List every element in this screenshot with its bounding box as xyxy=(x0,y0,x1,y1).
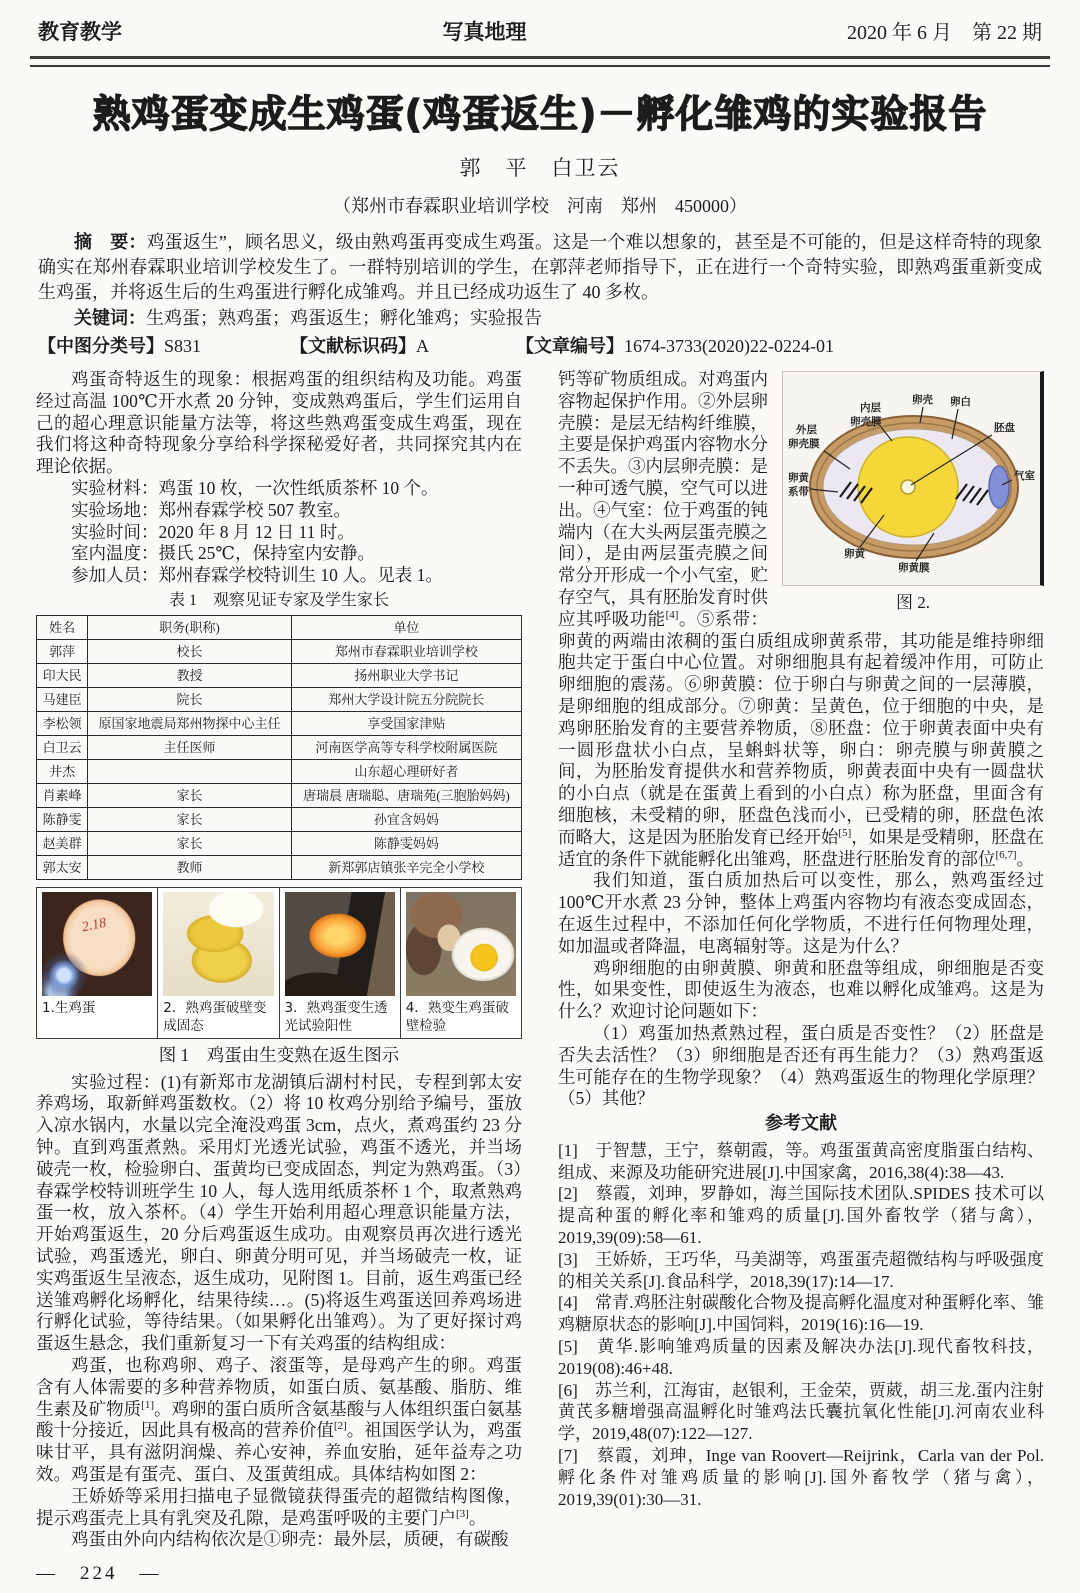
reference-item: [5] 黄华.影响雏鸡质量的因素及解决办法[J].现代畜牧科技，2019(08):46+48. xyxy=(558,1337,1044,1378)
abstract-paragraph xyxy=(38,230,1042,305)
keywords-text: 生鸡蛋；熟鸡蛋；鸡蛋返生；孵化雏鸡；实验报告 xyxy=(146,308,542,328)
left-column xyxy=(36,369,522,1585)
table-row: 马建臣 院长 郑州大学设计院五分院院长 xyxy=(37,687,522,711)
page-number: — 224 — xyxy=(36,1563,162,1585)
photo-candling-test xyxy=(285,892,395,996)
header-double-rule xyxy=(30,56,1050,67)
figure2-caption: 图 2. xyxy=(896,592,930,612)
table-row: 陈静雯 家长 孙宜含妈妈 xyxy=(37,807,522,831)
structure-list-start: 鸡蛋由外向内结构依次是①卵壳：最外层，质硬，有碳酸 xyxy=(71,1529,509,1550)
site-line: 实验场地：郑州春霖学校 507 教室。 xyxy=(71,499,351,520)
intro-paragraph: 鸡蛋奇特返生的现象：根据鸡蛋的组织结构及功能。鸡蛋经过高温 100℃开水煮 20 分钟，变成熟鸡蛋后，学生们运用自己的超心理意识能量方法等，将这些熟鸡蛋变成生鸡蛋，现在我们将这种奇特现象分享给科学探秘爱好者，共同探究其内在理论依据。 xyxy=(36,369,522,477)
reference-item: [3] 王娇娇，王巧华，马美湖等，鸡蛋蛋壳超微结构与呼吸强度的相关关系[J].食品科学，2018,39(17):14—17. xyxy=(558,1249,1044,1291)
document-code: 【文献标识码】A xyxy=(290,336,429,357)
figure1-photo-strip xyxy=(36,887,522,1039)
citation-mark: [4] xyxy=(665,608,679,621)
svg-text:卵壳膜: 卵壳膜 xyxy=(849,416,881,428)
label-chalaza: 卵黄 xyxy=(787,472,809,484)
citation-mark: [6,7] xyxy=(995,848,1017,861)
reference-item: [2] 蔡霞，刘珅，罗静如，海兰国际技术团队.SPIDES 技术可以提高种蛋的孵化率和雏鸡的质量[J].国外畜牧学（猪与禽），2019,39(09):58—61. xyxy=(558,1184,1044,1248)
materials-line: 实验材料：鸡蛋 10 枚，一次性纸质茶杯 10 个。 xyxy=(71,477,439,498)
abstract-text: 鸡蛋返生”，顾名思义，级由熟鸡蛋再变成生鸡蛋。这是一个难以想象的，甚至是不可能的，但是这样奇特的现象确实在郑州春霖职业培训学校发生了。一群特别培训的学生，在郭萍老师指导下，正在进行一个奇特实验，即熟鸡蛋重新变成生鸡蛋，并将返生后的生鸡蛋进行孵化成雏鸡。并且已经成功返生了 40 多枚。 xyxy=(38,232,1043,302)
egg-handwriting: 2.18 xyxy=(80,915,108,936)
time-line: 实验时间：2020 年 8 月 12 日 11 时。 xyxy=(71,521,355,542)
citation-mark: [2] xyxy=(333,1420,347,1433)
procedure-paragraph: 实验过程：(1)有新郑市龙湖镇后湖村村民，专程到郭太安养鸡场，取新鲜鸡蛋数枚。（2）将 10 枚鸡分别给予编号，蛋放入凉水锅内，水量以完全淹没鸡蛋 3cm，点火，煮鸡蛋约 23 分钟。直到鸡蛋煮熟。采用灯光透光试验，鸡蛋不透光，并当场破壳一枚，检验卵白、蛋黄均已变成固态，判定为熟鸡蛋。（3）春霖学校特训班学生 10 人，每人选用纸质茶杯 1 个，取煮熟鸡蛋一枚，放入茶杯。（4）学生开始利用超心理意识能量方法，开始鸡蛋返生，20 分后鸡蛋返生成功。由观察员再次进行透光试验，鸡蛋透光，卵白、卵黄分明可见，并当场破壳一枚，证实鸡蛋返生呈液态，返生成功，见附图 1。目前，返生鸡蛋已经送雏鸡孵化场孵化，结果待续…。(5)将返生鸡蛋送回养鸡场进行孵化试验，等待结果。（如果孵化出雏鸡）。为了更好探讨鸡蛋返生悬念，我们重新复习一下有关鸡蛋的结构组成： xyxy=(36,1071,522,1354)
egg-diagram xyxy=(782,371,1044,586)
label-outer-membrane: 外层 xyxy=(795,424,817,436)
citation-mark: [1] xyxy=(141,1398,154,1411)
participants-line: 参加人员：郑州春霖学校特训生 10 人。见表 1。 xyxy=(71,565,443,586)
table-row: 白卫云 主任医师 河南医学高等专科学校附属医院 xyxy=(37,735,522,759)
photo-boiled-egg-broken xyxy=(163,892,273,996)
article-affiliation: （郑州市春霖职业培训学校 河南 郑州 450000） xyxy=(333,196,747,216)
figure1-cell-2 xyxy=(158,888,279,1038)
figure1-cell-1 xyxy=(37,888,158,1038)
figure1-caption: 图 1 鸡蛋由生变熟在返生图示 xyxy=(158,1044,400,1065)
figure1-cell-3 xyxy=(280,888,401,1038)
photo-shell-check xyxy=(406,892,516,996)
citation-mark: [3] xyxy=(456,1507,469,1520)
keywords-line xyxy=(38,306,1042,331)
label-shell: 卵壳 xyxy=(911,394,933,406)
keywords-label: 关键词： xyxy=(74,308,146,329)
egg-nutrition-paragraph: 鸡蛋，也称鸡卵、鸡子、滚蛋等，是母鸡产生的卵。鸡蛋含有人体需要的多种营养物质，如蛋白质、氨基酸、脂肪、维生素及矿物质[1]。鸡卵的蛋白质所含氨基酸与人体组织蛋白氨基酸十分接近，因此具有极高的营养价值[2]。祖国医学认为，鸡蛋味甘平，具有滋阴润燥、养心安神，养血安胎，延年益寿之功效。鸡蛋是有蛋壳、蛋白、及蛋黄组成。具体结构如图 2： xyxy=(36,1354,523,1484)
reference-item: [4] 常青.鸡胚注射碳酸化合物及提高孵化温度对种蛋孵化率、雏鸡糖原状态的影响[J].中国饲料，2019(16):16—19. xyxy=(558,1293,1044,1335)
egg-cell-paragraph: 鸡卵细胞的由卵黄膜、卵黄和胚盘等组成，卵细胞是否变性，如果变性，即使返生为液态，也难以孵化成雏鸡。这是为什么？欢迎讨论问题如下： xyxy=(558,957,1044,1022)
label-air-cell: 气室 xyxy=(1013,470,1035,482)
shell-structure-paragraph: 王娇娇等采用扫描电子显微镜获得蛋壳的超微结构图像，提示鸡蛋壳上具有乳突及孔隙，是鸡蛋呼吸的主要门户[3]。 xyxy=(36,1485,522,1528)
right-column xyxy=(558,369,1044,1585)
two-column-body xyxy=(0,369,1080,1585)
article-id: 【文章编号】1674-3733(2020)22-0224-01 xyxy=(516,336,834,357)
figure1-cell-4 xyxy=(401,888,521,1038)
label-yolk-membrane: 卵黄膜 xyxy=(897,562,929,574)
classification-line xyxy=(38,334,1042,359)
figure2-block xyxy=(782,371,1044,614)
header-issue-info: 2020 年 6 月 第 22 期 xyxy=(847,22,1042,44)
article-title: 熟鸡蛋变成生鸡蛋(鸡蛋返生)－孵化雏鸡的实验报告 xyxy=(92,92,988,136)
table-row: 李松领 原国家地震局郑州物探中心主任 享受国家津贴 xyxy=(37,711,522,735)
reference-item: [6] 苏兰利，江海宙，赵银利，王金荣，贾葳，胡三龙.蛋内注射黄芪多糖增强高温孵化时雏鸡法氏囊抗氧化性能[J].河南农业科学，2019,48(07):122—127. xyxy=(558,1380,1044,1444)
table-row: 赵美群 家长 陈静雯妈妈 xyxy=(37,831,522,855)
table-row: 郭萍 校长 郑州市春霖职业培训学校 xyxy=(37,639,522,663)
table-row: 肖素峰 家长 唐瑞晨 唐瑞聪、唐瑞苑(三胞胎妈妈) xyxy=(37,783,522,807)
temperature-line: 室内温度：摄氏 25℃，保持室内安静。 xyxy=(71,543,375,564)
page-header xyxy=(0,0,1080,52)
structure-continued-paragraph: 外层 卵壳膜 内层 卵壳膜 卵壳 卵白 胚盘 气室 卵黄 系带 卵黄 卵黄膜 图 2. 钙等矿物质组成。对鸡蛋内容物起保护作用。②外层卵壳膜：是层无结构纤维膜，主要是保护鸡蛋内容物水分不丢失。③内层卵壳膜：是一种可透气膜，空气可以进出。④气室：位于鸡蛋的钝端内（在大头两层蛋壳膜之间），是由两层蛋壳膜之间常分开形成一个小气室，贮存空气，具有胚胎发育时供应其呼吸功能[4]。⑤系带：卵黄的两端由浓稠的蛋白质组成卵黄系带，其功能是维持卵细胞共定于蛋白中心位置。对卵细胞具有起着缓冲作用，可防止卵细胞的震荡。⑥卵黄膜：位于卵白与卵黄之间的一层薄膜，是卵细胞的组成部分。⑦卵黄：呈黄色，位于细胞的中央，是鸡卵胚胎发育的主要营养物质，⑧胚盘：位于卵黄表面中央有一圆形盘状小白点，呈蝌蚪状等，卵白：卵壳膜与卵黄膜之间，为胚胎发育提供水和营养物质，卵黄表面中央有一圆盘状的小白点（就是在蛋黄上看到的小白点）称为胚盘，里面含有细胞核，未受精的卵，胚盘色浅而小，已受精的卵，胚盘色浓而略大，这是因为胚胎发育已经开始[5]，如果是受精卵，胚盘在适宜的条件下就能孵化出雏鸡，胚盘进行胚胎发育的部位[6,7]。 xyxy=(558,369,1045,869)
label-germinal-disc: 胚盘 xyxy=(993,422,1015,434)
label-yolk: 卵黄 xyxy=(843,548,865,560)
col-header-title: 职务(职称) xyxy=(88,615,292,639)
svg-text:系带: 系带 xyxy=(787,486,809,498)
label-inner-membrane: 内层 xyxy=(859,402,881,414)
photo-caption: 1.生鸡蛋 xyxy=(42,999,96,1016)
denaturation-paragraph: 我们知道，蛋白质加热后可以变性，那么，熟鸡蛋经过 100℃开水煮 23 分钟，整体上鸡蛋内容物均有液态变成固态，在返生过程中，不添加任何化学物质，不进行任何物理处理，如加温或者降温，电离辐射等。这是为什么？ xyxy=(558,870,1044,956)
header-journal-name: 写真地理 xyxy=(442,20,527,44)
photo-caption: 3．熟鸡蛋变生透光试验阳性 xyxy=(284,999,388,1034)
photo-raw-egg xyxy=(42,892,152,996)
citation-mark: [5] xyxy=(838,826,852,839)
air-cell-shape xyxy=(989,466,1009,508)
clc-number: 【中图分类号】S831 xyxy=(38,336,202,357)
photo-caption: 4．熟变生鸡蛋破壁检验 xyxy=(405,999,509,1034)
table1-caption: 表 1 观察见证专家及学生家长 xyxy=(168,591,389,609)
table-row: 郭太安 教师 新郑郭店镇张辛完全小学校 xyxy=(37,855,522,879)
table-header-row xyxy=(37,615,522,639)
photo-caption: 2．熟鸡蛋破壁变成固态 xyxy=(163,999,267,1034)
header-section-name: 教育教学 xyxy=(38,20,122,44)
label-albumen: 卵白 xyxy=(949,396,971,408)
reference-item: [1] 于智慧，王宁，蔡朝霞，等。鸡蛋蛋黄高密度脂蛋白结构、组成、来源及功能研究进展[J].中国家禽，2016,38(4):38—43. xyxy=(558,1140,1044,1182)
latebra-dot xyxy=(901,480,915,494)
witness-table xyxy=(36,615,522,880)
reference-item: [7] 蔡霞，刘珅，Inge van Roovert—Reijrink，Carla van der Pol.孵化条件对雏鸡质量的影响[J].国外畜牧学（猪与禽），2019,39(01):30—31. xyxy=(558,1446,1044,1509)
abstract-label: 摘 要： xyxy=(74,232,147,253)
egg-structure-diagram xyxy=(786,377,1038,577)
references-heading: 参考文献 xyxy=(765,1113,837,1135)
discussion-questions: （1）鸡蛋加热煮熟过程，蛋白质是否变性？（2）胚盘是否失去活性？（3）卵细胞是否还有再生能力？（3）熟鸡蛋返生可能存在的生物学现象？（4）熟鸡蛋返生的物理化学原理？（5）其他？ xyxy=(558,1022,1044,1109)
table-row: 印大民 教授 扬州职业大学书记 xyxy=(37,663,522,687)
article-authors: 郭 平 白卫云 xyxy=(459,156,621,180)
table-row: 井杰 山东超心理研好者 xyxy=(37,759,522,783)
svg-text:卵壳膜: 卵壳膜 xyxy=(787,438,819,450)
col-header-name: 姓名 xyxy=(37,615,88,639)
col-header-org: 单位 xyxy=(291,615,521,639)
